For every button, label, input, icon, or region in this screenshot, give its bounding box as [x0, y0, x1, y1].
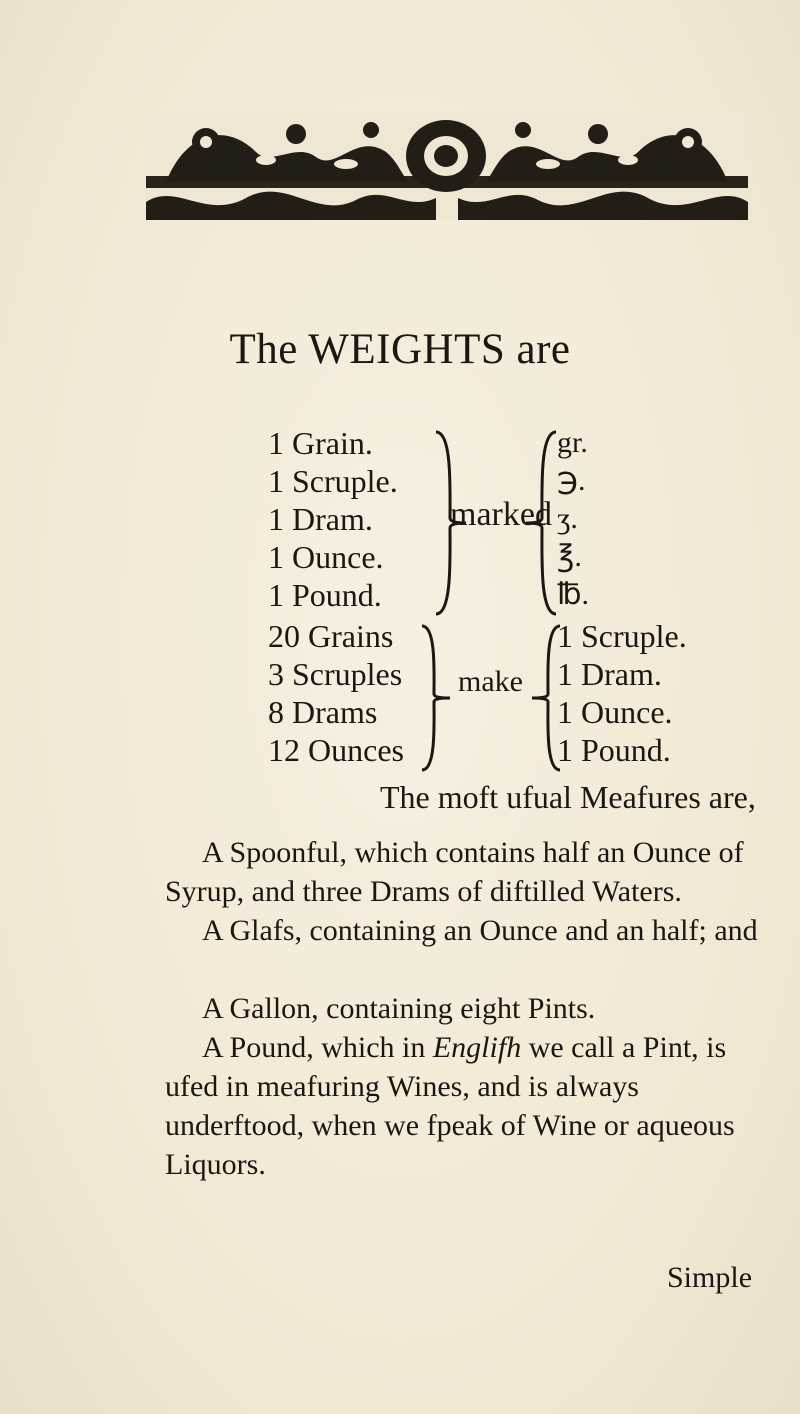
paragraph-glass: A Glafs, containing an Ounce and an half; and [202, 914, 758, 947]
pound-text-start: A Pound, which in [202, 1031, 433, 1064]
make-label: make [458, 665, 523, 698]
paragraph-gallon: A Gallon, containing eight Pints. [202, 992, 596, 1025]
result-list [557, 617, 687, 769]
weight-unit-pound: 1 Pound. [268, 577, 382, 613]
left-brace-icon [524, 428, 560, 618]
weight-unit-dram: 1 Dram. [268, 501, 373, 537]
right-brace-icon [418, 622, 452, 774]
symbol-ounce: ℥. [557, 540, 582, 573]
weight-unit-scruple: 1 Scruple. [268, 463, 398, 499]
weight-unit-grain: 1 Grain. [268, 425, 373, 461]
weight-unit-ounce: 1 Ounce. [268, 539, 384, 575]
measures-heading: The moft ufual Meafures are, [380, 779, 756, 815]
catchword: Simple [667, 1261, 753, 1294]
symbol-dram: ʒ. [557, 502, 578, 535]
quantity-ounces: 12 Ounces [268, 732, 404, 768]
english-italic: Englifh [432, 1031, 522, 1064]
paragraph-pound [165, 1028, 765, 1184]
paragraph-spoonful: A Spoonful, which contains half an Ounce of Syrup, and three Drams of diftilled Waters. [165, 836, 744, 908]
quantity-grains: 20 Grains [268, 618, 394, 654]
page-title: The WEIGHTS are [229, 326, 571, 373]
result-pound: 1 Pound. [557, 732, 671, 768]
quantity-drams: 8 Drams [268, 694, 378, 730]
symbol-pound: ℔. [557, 578, 590, 611]
result-dram: 1 Dram. [557, 656, 662, 692]
quantity-list [268, 617, 404, 769]
result-scruple: 1 Scruple. [557, 618, 687, 654]
weight-units-list [268, 424, 398, 614]
symbol-scruple: ℈. [557, 464, 586, 497]
weight-symbols-list [557, 424, 589, 614]
pound-text-end: we call a Pint, is ufed in meafuring Wines, and is always underftood, when we fpeak of Wine or aqueous Liquors. [165, 1031, 735, 1181]
marked-label: marked [450, 496, 552, 533]
result-ounce: 1 Ounce. [557, 694, 673, 730]
symbol-grain: gr. [557, 426, 588, 459]
quantity-scruples: 3 Scruples [268, 656, 403, 692]
ornamental-headpiece [146, 112, 748, 220]
